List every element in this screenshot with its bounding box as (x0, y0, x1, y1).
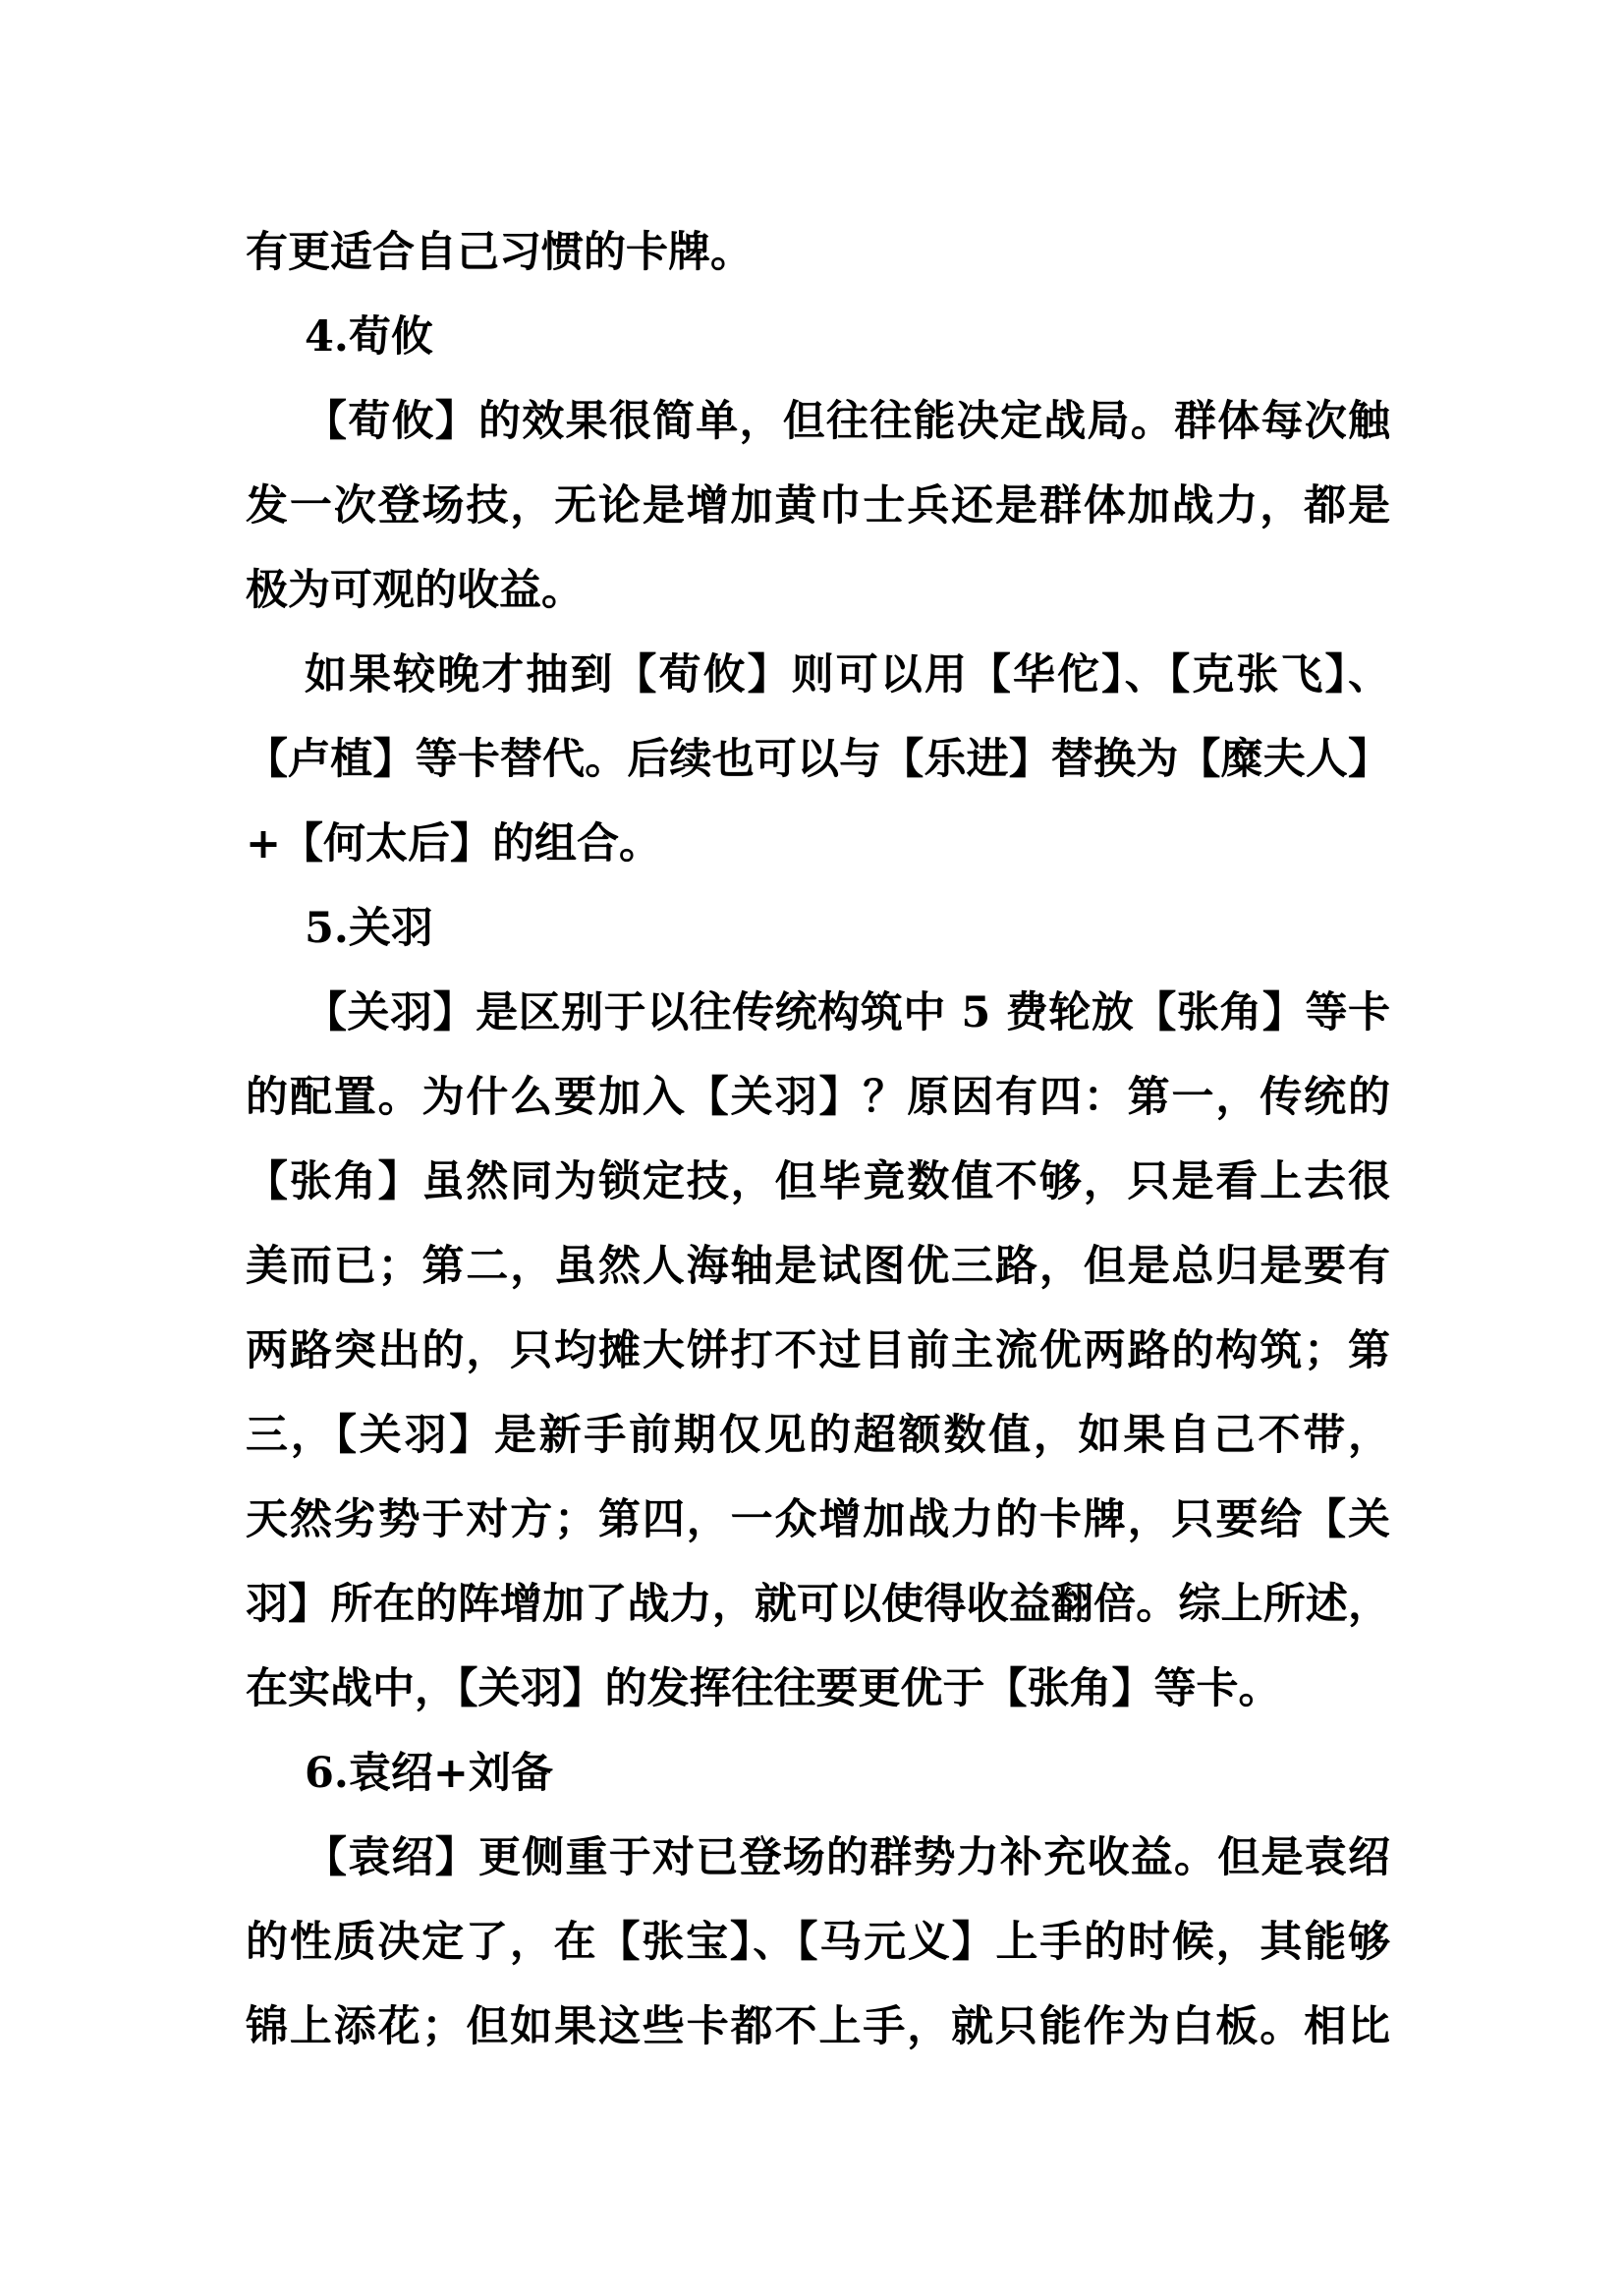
text-line: 羽】所在的阵增加了战力，就可以使得收益翻倍。综上所述， (246, 1580, 1390, 1629)
text-line: 有更适合自己习惯的卡牌。 (246, 228, 753, 277)
text-line: 极为可观的收益。 (246, 566, 584, 615)
text-line: 【关羽】是区别于以往传统构筑中 5 费轮放【张角】等卡 (305, 988, 1390, 1037)
text-line: 【卢植】等卡替代。后续也可以与【乐进】替换为【糜夫人】 (246, 735, 1390, 784)
text-line: 【张角】虽然同为锁定技，但毕竟数值不够，只是看上去很 (246, 1157, 1390, 1206)
text-line: 【荀攸】的效果很简单，但往往能决定战局。群体每次触 (305, 397, 1390, 446)
text-line: 在实战中，【关羽】的发挥往往要更优于【张角】等卡。 (246, 1664, 1281, 1713)
text-line: 两路突出的，只均摊大饼打不过目前主流优两路的构筑；第 (246, 1326, 1390, 1375)
text-line: 如果较晚才抽到【荀攸】则可以用【华佗】、【克张飞】、 (305, 650, 1390, 700)
text-line: 锦上添花；但如果这些卡都不上手，就只能作为白板。相比 (246, 2002, 1390, 2051)
text-line: 【袁绍】更侧重于对已登场的群势力补充收益。但是袁绍 (305, 1833, 1390, 1882)
section-heading: 4.荀攸 (305, 312, 433, 362)
text-line: 的性质决定了，在【张宝】、【马元义】上手的时候，其能够 (246, 1918, 1390, 1967)
text-line: 三，【关羽】是新手前期仅见的超额数值，如果自己不带， (246, 1411, 1390, 1460)
text-line: 天然劣势于对方；第四，一众增加战力的卡牌，只要给【关 (246, 1495, 1390, 1544)
text-line: 美而已；第二，虽然人海轴是试图优三路，但是总归是要有 (246, 1242, 1390, 1291)
text-line: 的配置。为什么要加入【关羽】？原因有四：第一，传统的 (246, 1073, 1390, 1122)
section-heading: 5.关羽 (305, 904, 433, 953)
document-body (246, 210, 1390, 2069)
text-line: +【何太后】的组合。 (246, 819, 662, 868)
section-heading: 6.袁绍+刘备 (305, 1749, 553, 1798)
text-line: 发一次登场技，无论是增加黄巾士兵还是群体加战力，都是 (246, 481, 1390, 531)
